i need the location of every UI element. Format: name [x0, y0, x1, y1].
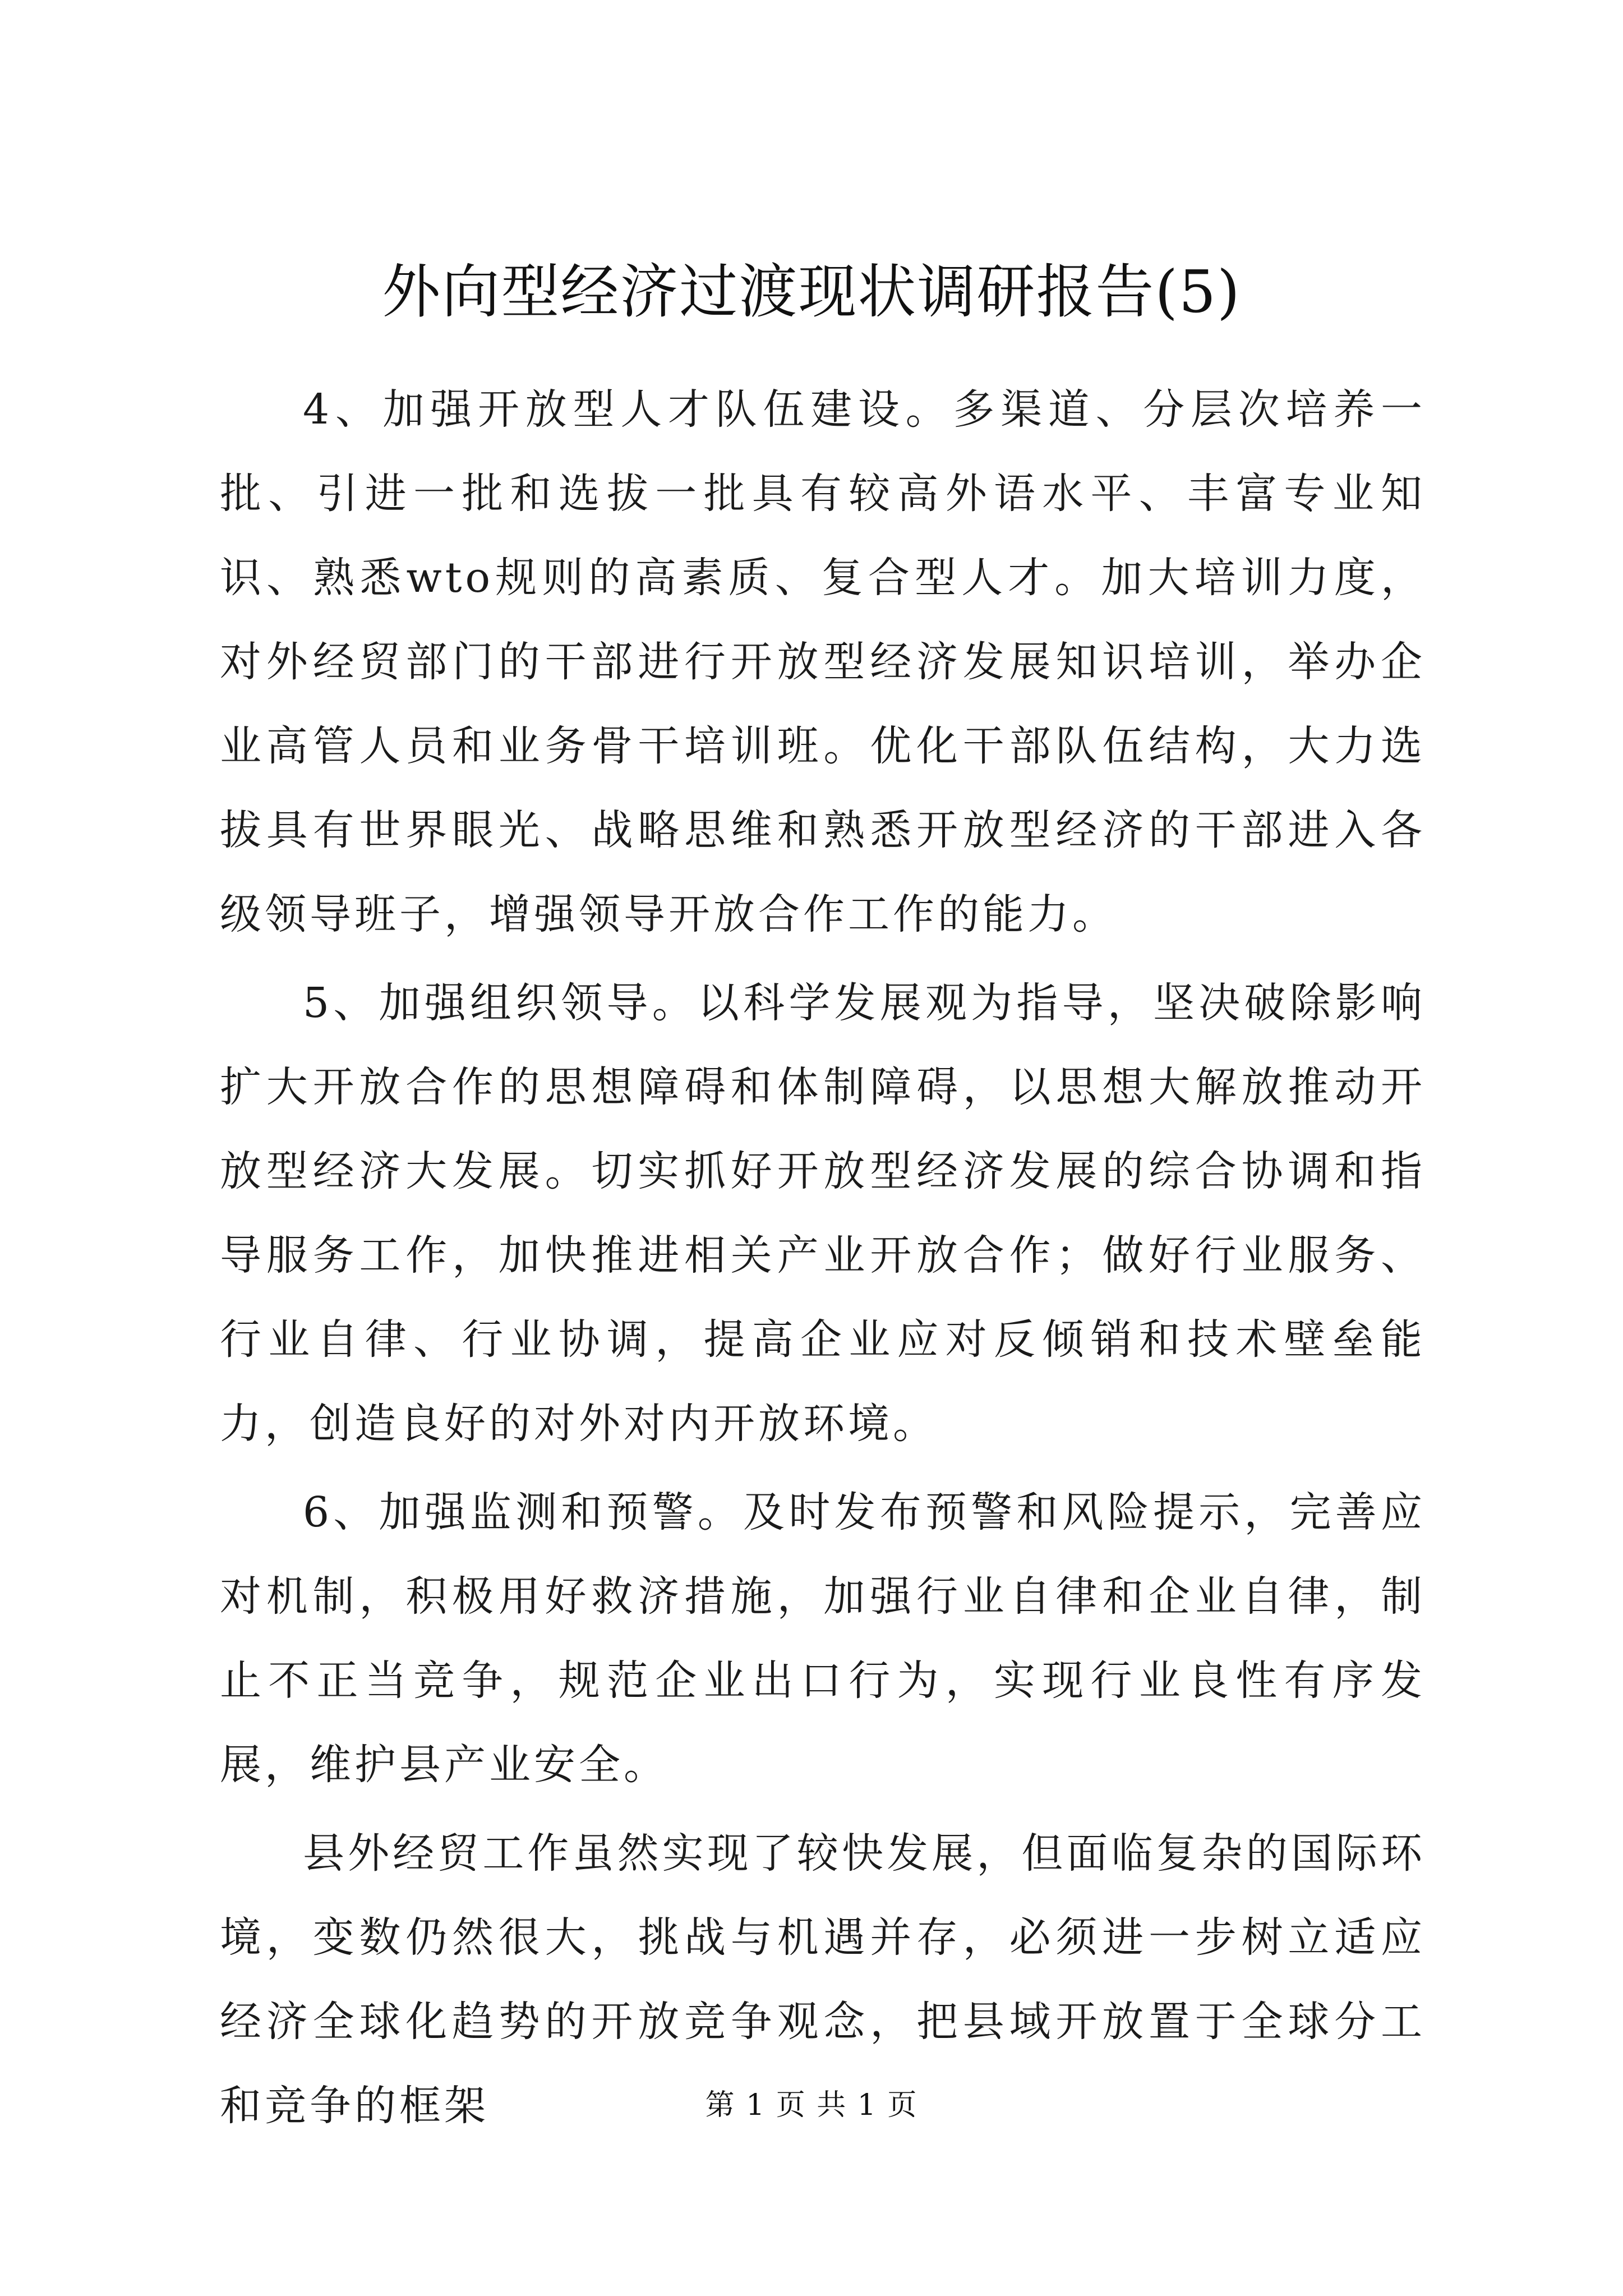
paragraph-conclusion: 县外经贸工作虽然实现了较快发展，但面临复杂的国际环境，变数仍然很大，挑战与机遇并存，必须进一步树立适应经济全球化趋势的开放竞争观念，把县域开放置于全球分工和竞争的框架: [220, 1829, 1426, 2130]
page-number-footer: 第 1 页 共 1 页: [705, 2088, 918, 2122]
document-title: 外向型经济过渡现状调研报告(5): [382, 257, 1241, 326]
paragraph-monitoring-warning: 6、加强监测和预警。及时发布预警和风险提示，完善应对机制，积极用好救济措施，加强行业自律和企业自律，制止不正当竞争，规范企业出口行为，实现行业良性有序发展，维护县产业安全。: [220, 1488, 1426, 1789]
paragraph-organization-leadership: 5、加强组织领导。以科学发展观为指导，坚决破除影响扩大开放合作的思想障碍和体制障碍，以思想大解放推动开放型经济大发展。切实抓好开放型经济发展的综合协调和指导服务工作，加快推进相关产业开放合作；做好行业服务、行业自律、行业协调，提高企业应对反倾销和技术壁垒能力，创造良好的对外对内开放环境。: [220, 979, 1426, 1448]
document-body: [220, 367, 1426, 2152]
paragraph-talent-team: 4、加强开放型人才队伍建设。多渠道、分层次培养一批、引进一批和选拔一批具有较高外语水平、丰富专业知识、熟悉wto规则的高素质、复合型人才。加大培训力度，对外经贸部门的干部进行开放型经济发展知识培训，举办企业高管人员和业务骨干培训班。优化干部队伍结构，大力选拔具有世界眼光、战略思维和熟悉开放型经济的干部进入各级领导班子，增强领导开放合作工作的能力。: [220, 385, 1426, 938]
